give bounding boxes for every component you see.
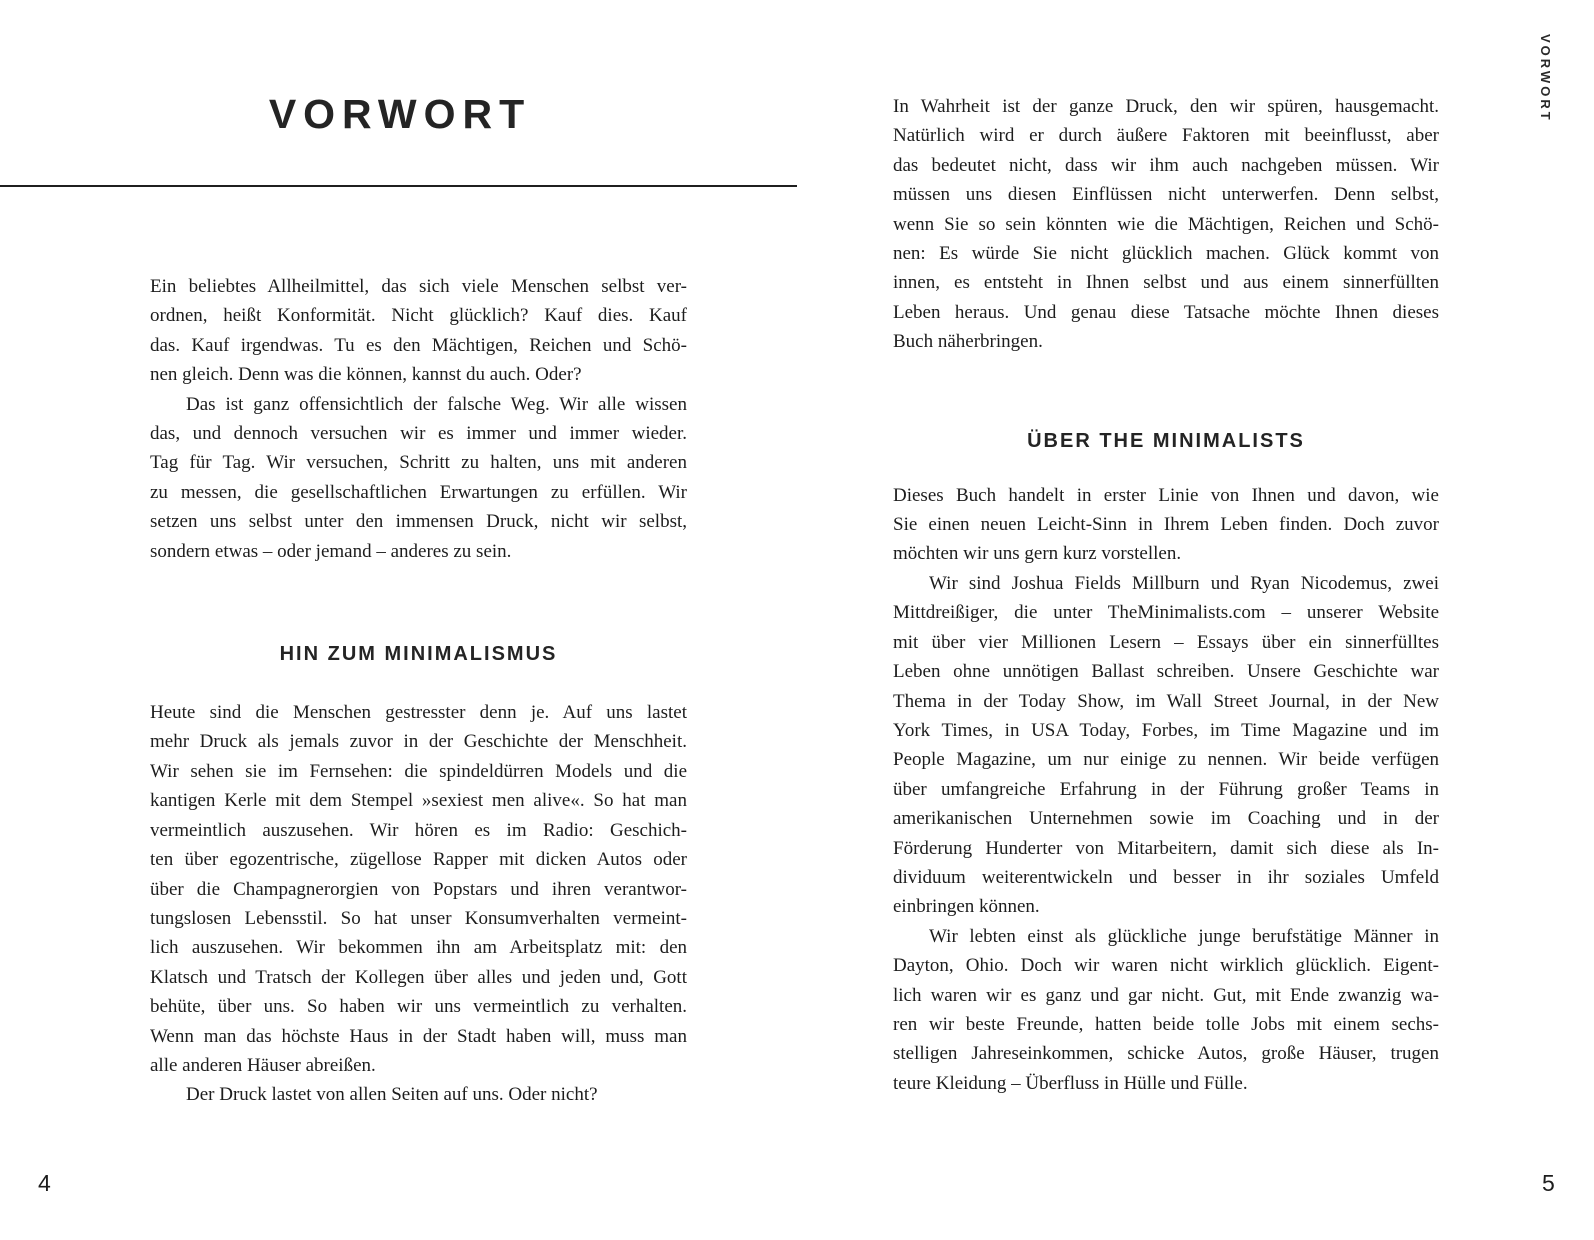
paragraph	[150, 1080, 687, 1109]
body-line: stelligen Jahreseinkommen, schicke Autos, große Häuser, trugen	[893, 1043, 1439, 1065]
body-line: Wenn man das höchste Haus in der Stadt haben will, muss man	[150, 1025, 687, 1047]
body-line: möchten wir uns gern kurz vorstellen.	[893, 543, 1182, 565]
body-line: ren wir beste Freunde, hatten beide tolle Jobs mit einem sechs-	[893, 1013, 1439, 1035]
body-line: alle anderen Häuser abreißen.	[150, 1054, 376, 1076]
body-line: innen, es entsteht in Ihnen selbst und aus einem sinnerfüllten	[893, 272, 1439, 294]
body-line: dividuum weiterentwickeln und besser in ihr soziales Umfeld	[893, 866, 1439, 888]
body-line: zu messen, die gesellschaftlichen Erwartungen zu erfüllen. Wir	[150, 481, 687, 503]
body-line: Natürlich wird er durch äußere Faktoren mit beeinflusst, aber	[893, 125, 1439, 147]
paragraph	[150, 390, 687, 566]
body-line: Wir lebten einst als glückliche junge berufstätige Männer in	[929, 925, 1439, 947]
text-column-right	[893, 92, 1439, 1098]
body-line: lich auszusehen. Wir bekommen ihn am Arbeitsplatz mit: den	[150, 937, 687, 959]
body-line: ten über egozentrische, zügellose Rapper mit dicken Autos oder	[150, 849, 687, 871]
body-line: setzen uns selbst unter den immensen Druck, nicht wir selbst,	[150, 511, 687, 533]
body-line: amerikanischen Unternehmen sowie im Coaching und in der	[893, 808, 1439, 830]
body-line: kantigen Kerle mit dem Stempel »sexiest men alive«. So hat man	[150, 790, 687, 812]
page-number-right: 5	[1542, 1170, 1555, 1196]
paragraph	[893, 922, 1439, 1098]
body-line: müssen uns diesen Einflüssen nicht unterwerfen. Denn selbst,	[893, 184, 1439, 206]
body-line: Der Druck lastet von allen Seiten auf uns. Oder nicht?	[186, 1084, 598, 1106]
body-line: Heute sind die Menschen gestresster denn je. Auf uns lastet	[150, 702, 687, 724]
body-line: Das ist ganz offensichtlich der falsche Weg. Wir alle wissen	[186, 393, 687, 415]
section-heading: HIN ZUM MINIMALISMUS	[279, 643, 558, 666]
body-line: sondern etwas – oder jemand – anderes zu sein.	[150, 540, 512, 562]
body-line: mit über vier Millionen Lesern – Essays über ein sinnerfülltes	[893, 631, 1439, 653]
body-line: das bedeutet nicht, dass wir ihm auch nachgeben müssen. Wir	[893, 154, 1439, 176]
body-line: über die Champagnerorgien von Popstars und ihren verantwor-	[150, 878, 687, 900]
body-line: vermeintlich auszusehen. Wir hören es im Radio: Geschich-	[150, 819, 687, 841]
body-line: mehr Druck als jemals zuvor in der Geschichte der Menschheit.	[150, 731, 687, 753]
body-line: In Wahrheit ist der ganze Druck, den wir spüren, hausgemacht.	[893, 96, 1439, 117]
body-line: Buch näherbringen.	[893, 331, 1043, 353]
body-line: Ein beliebtes Allheilmittel, das sich viele Menschen selbst ver-	[150, 276, 687, 297]
section-heading: ÜBER THE MINIMALISTS	[1027, 429, 1305, 452]
title-divider-rule	[0, 185, 797, 187]
body-line: York Times, in USA Today, Forbes, im Time Magazine und im	[893, 719, 1439, 741]
body-line: lich waren wir es ganz und gar nicht. Gut, mit Ende zwanzig wa-	[893, 984, 1439, 1006]
body-line: das, und dennoch versuchen wir es immer und immer wieder.	[150, 423, 687, 445]
body-line: tungslosen Lebensstil. So hat unser Konsumverhalten vermeint-	[150, 907, 687, 929]
body-line: nen gleich. Denn was die können, kannst du auch. Oder?	[150, 364, 582, 386]
body-line: einbringen können.	[893, 896, 1040, 918]
paragraph	[893, 92, 1439, 357]
paragraph	[150, 272, 687, 390]
body-line: behüte, über uns. So haben wir uns vermeintlich zu verhalten.	[150, 996, 687, 1018]
paragraph	[893, 569, 1439, 922]
chapter-title: VORWORT	[268, 91, 532, 137]
body-line: das. Kauf irgendwas. Tu es den Mächtigen, Reichen und Schö-	[150, 334, 687, 356]
page-number-left: 4	[38, 1170, 51, 1196]
body-line: Mittdreißiger, die unter TheMinimalists.com – unserer Website	[893, 602, 1439, 624]
body-line: wenn Sie so sein könnten wie die Mächtigen, Reichen und Schö-	[893, 213, 1439, 235]
body-line: People Magazine, um nur einige zu nennen. Wir beide verfügen	[893, 749, 1439, 771]
body-line: teure Kleidung – Überfluss in Hülle und Fülle.	[893, 1072, 1248, 1094]
body-line: Tag für Tag. Wir versuchen, Schritt zu halten, uns mit anderen	[150, 452, 687, 474]
body-line: Klatsch und Tratsch der Kollegen über alles und jeden und, Gott	[150, 966, 687, 988]
body-line: Dayton, Ohio. Doch wir waren nicht wirklich glücklich. Eigent-	[893, 955, 1439, 977]
body-line: Wir sehen sie im Fernsehen: die spindeldürren Models und die	[150, 760, 687, 782]
body-line: Dieses Buch handelt in erster Linie von Ihnen und davon, wie	[893, 484, 1439, 506]
body-line: Thema in der Today Show, im Wall Street Journal, in der New	[893, 690, 1439, 712]
paragraph	[150, 698, 687, 1080]
body-line: Förderung Hunderter von Mitarbeitern, damit sich diese als In-	[893, 837, 1439, 859]
body-line: Wir sind Joshua Fields Millburn und Ryan Nicodemus, zwei	[929, 572, 1439, 594]
paragraph	[893, 481, 1439, 569]
body-line: Leben heraus. Und genau diese Tatsache möchte Ihnen dieses	[893, 301, 1439, 323]
running-header: VORWORT	[1538, 34, 1553, 123]
body-line: Sie einen neuen Leicht-Sinn in Ihrem Leben finden. Doch zuvor	[893, 514, 1439, 536]
body-line: ordnen, heißt Konformität. Nicht glücklich? Kauf dies. Kauf	[150, 305, 687, 327]
text-column-left	[150, 272, 687, 1110]
body-line: Leben ohne unnötigen Ballast schreiben. Unsere Geschichte war	[893, 661, 1439, 683]
body-line: über umfangreiche Erfahrung in der Führung großer Teams in	[893, 778, 1439, 800]
body-line: nen: Es würde Sie nicht glücklich machen. Glück kommt von	[893, 243, 1439, 265]
